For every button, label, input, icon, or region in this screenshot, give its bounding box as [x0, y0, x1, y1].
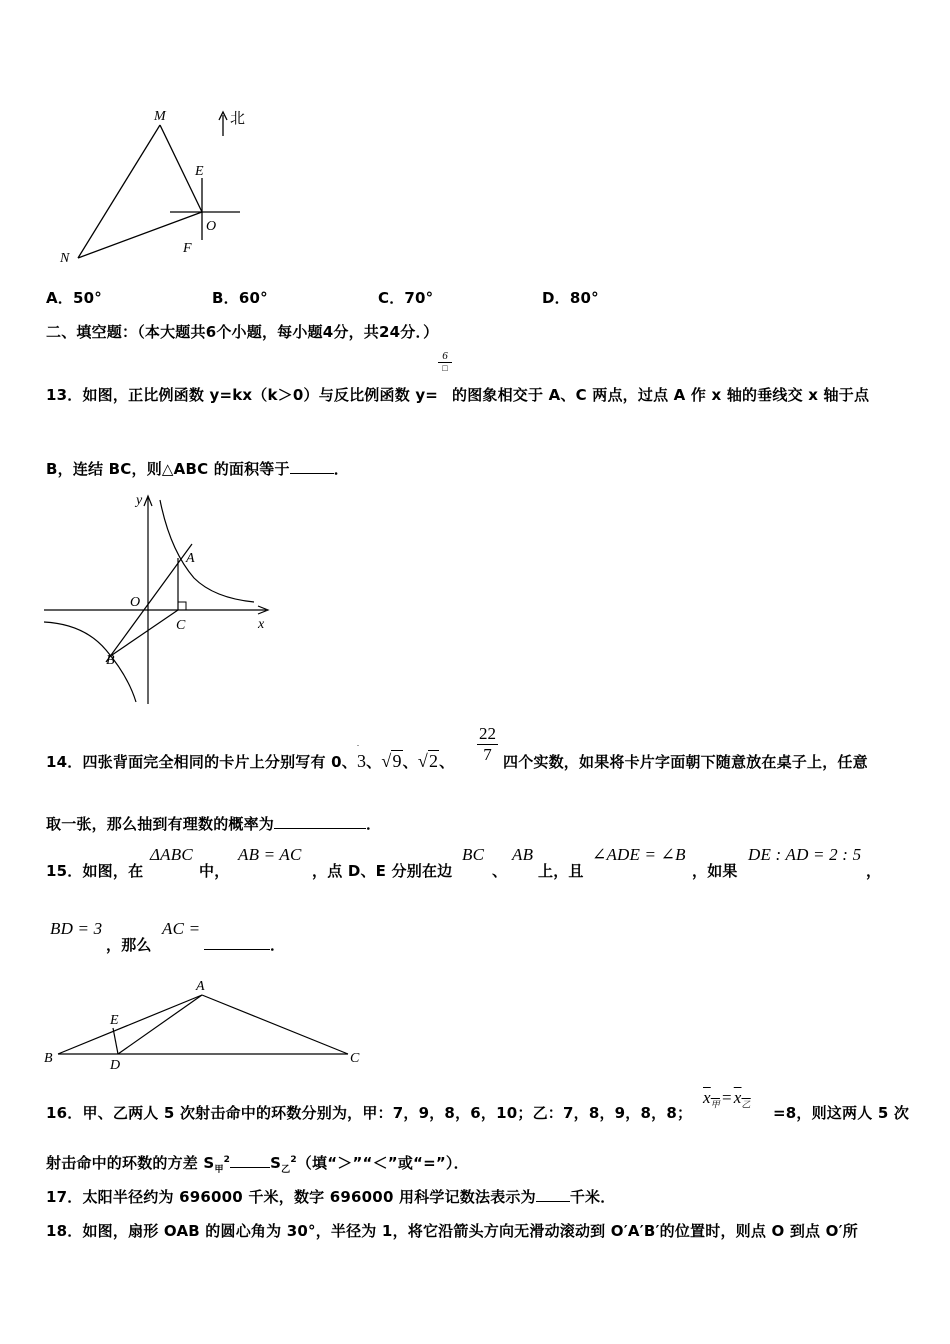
- q15-ratio: DE : AD = 2 : 5: [748, 845, 862, 864]
- q12-label-N: N: [60, 251, 70, 266]
- q16-xbar-yi: $x_乙$: [733, 1088, 751, 1110]
- q15-t2: ，点 D、E 分别在边: [312, 862, 453, 880]
- q12-figure: [50, 100, 270, 270]
- q15-bd: BD = 3: [50, 919, 103, 938]
- q15-t5: ，那么: [106, 936, 152, 954]
- q14-sep1: 、: [366, 753, 382, 771]
- q14-line2: [46, 813, 381, 834]
- q16-line2-c: （填“＞”“＜”或“=”）．: [296, 1154, 469, 1172]
- q15-t3: 上，且: [538, 862, 584, 880]
- q14-line2-text: 取一张，那么抽到有理数的概率为: [46, 815, 275, 833]
- q17-answer-blank[interactable]: [536, 1187, 570, 1202]
- q15-triangle: ΔABC: [150, 845, 193, 864]
- q13-answer-blank[interactable]: [290, 459, 334, 474]
- q14-pre: 14．四张背面完全相同的卡片上分别写有 0、: [46, 753, 357, 771]
- q13-label-x: x: [258, 617, 265, 632]
- q14-sqrt-2: √2: [417, 751, 439, 771]
- q15-answer-line: [204, 934, 285, 955]
- q18-text: 18．如图，扇形 OAB 的圆心角为 30°，半径为 1，将它沿箭头方向无滑动滚动到 O′A′B′的位置时，则点 O 到点 O′所: [46, 1222, 858, 1240]
- q12-option-a: A．50°: [46, 289, 102, 307]
- q15-eq1: AB = AC: [238, 845, 302, 864]
- q15-bc: BC: [462, 845, 485, 864]
- q12-label-north: 北: [230, 111, 246, 127]
- q14-line2-end: ．: [366, 815, 382, 833]
- q15-ab: AB: [512, 845, 534, 864]
- q15-label-D: D: [110, 1058, 121, 1071]
- q13-line1-b: 的图象相交于 A、C 两点，过点 A 作 x 轴的垂线交 x 轴于点: [452, 386, 870, 404]
- section-title: 二、填空题：（本大题共6个小题，每小题4分，共24分．）: [46, 323, 439, 341]
- q14-frac-den: 7: [483, 745, 492, 764]
- q17: [46, 1186, 615, 1207]
- q15-mid: 中，: [199, 862, 230, 880]
- q12-label-O: O: [206, 219, 217, 234]
- q15-t4: ，如果: [692, 862, 738, 880]
- q13-frac-num: 6: [438, 350, 452, 363]
- q12-label-E: E: [195, 164, 204, 179]
- q14-frac-num: 22: [479, 724, 496, 743]
- q13-line1-a: 13．如图，正比例函数 y=kx（k＞0）与反比例函数 y=: [46, 386, 439, 404]
- q15-ac: AC =: [162, 919, 201, 938]
- q16-eq: =: [721, 1088, 732, 1107]
- q13-label-C: C: [176, 618, 186, 633]
- q13-figure: [44, 490, 284, 710]
- q15-label-E: E: [110, 1013, 119, 1028]
- q16-answer-blank[interactable]: [230, 1153, 270, 1168]
- q14-sep3: 、: [439, 753, 455, 771]
- q14-fraction: [477, 724, 498, 765]
- q13-line2-end: ．: [333, 460, 349, 478]
- q13-label-O: O: [130, 595, 141, 610]
- q12-option-d: D．80°: [542, 289, 599, 307]
- q15-end: ．: [270, 936, 286, 954]
- q15-angle: ∠ADE = ∠B: [592, 845, 686, 864]
- q14-sqrt-9: √9: [381, 751, 402, 771]
- q16-line2-a: 射击命中的环数的方差 S: [46, 1154, 215, 1172]
- q15-label-B: B: [44, 1051, 53, 1066]
- q16-mean-eq: [703, 1088, 751, 1110]
- q15-label-C: C: [350, 1051, 360, 1066]
- q13-fraction: [438, 350, 452, 373]
- q16-line2: 射击命中的环数的方差 $S_甲^2$ $S_乙^2$（填“＞”“＜”或“=”）．: [46, 1154, 469, 1175]
- q15-dun: 、: [492, 862, 508, 880]
- q13-line2: [46, 458, 349, 479]
- q14-sep2: 、: [402, 753, 418, 771]
- q13-label-B: B: [106, 653, 115, 668]
- q12-label-F: F: [183, 241, 192, 256]
- q14-post: 四个实数，如果将卡片字面朝下随意放在桌子上，任意: [503, 753, 868, 771]
- q12-label-M: M: [154, 109, 166, 124]
- q14-answer-blank[interactable]: [274, 814, 366, 829]
- q15-answer-blank[interactable]: [204, 935, 270, 950]
- q17-text-b: 千米．: [569, 1188, 616, 1206]
- q17-text-a: 17．太阳半径约为 696000 千米，数字 696000 用科学记数法表示为: [46, 1188, 536, 1206]
- q15-pre: 15．如图，在: [46, 862, 144, 880]
- q13-label-A: A: [186, 551, 195, 566]
- q14-line1: [46, 739, 455, 772]
- q14-cbrt-3: . 3: [356, 739, 367, 771]
- q12-option-c: C．70°: [378, 289, 434, 307]
- q15-figure: [40, 976, 370, 1071]
- q15-comma: ，: [866, 862, 882, 880]
- q12-option-b: B．60°: [212, 289, 268, 307]
- q13-frac-den: □: [442, 363, 448, 373]
- q13-label-y: y: [136, 493, 143, 508]
- q13-line2-text: B，连结 BC，则△ABC 的面积等于: [46, 460, 290, 478]
- q16-xbar-jia: $x_甲$: [703, 1088, 720, 1110]
- q15-label-A: A: [196, 979, 205, 994]
- q16-post: =8，则这两人 5 次: [773, 1104, 910, 1122]
- q16-pre: 16．甲、乙两人 5 次射击命中的环数分别为，甲：7，9，8，6，10；乙：7，8，9，8，8；: [46, 1104, 693, 1122]
